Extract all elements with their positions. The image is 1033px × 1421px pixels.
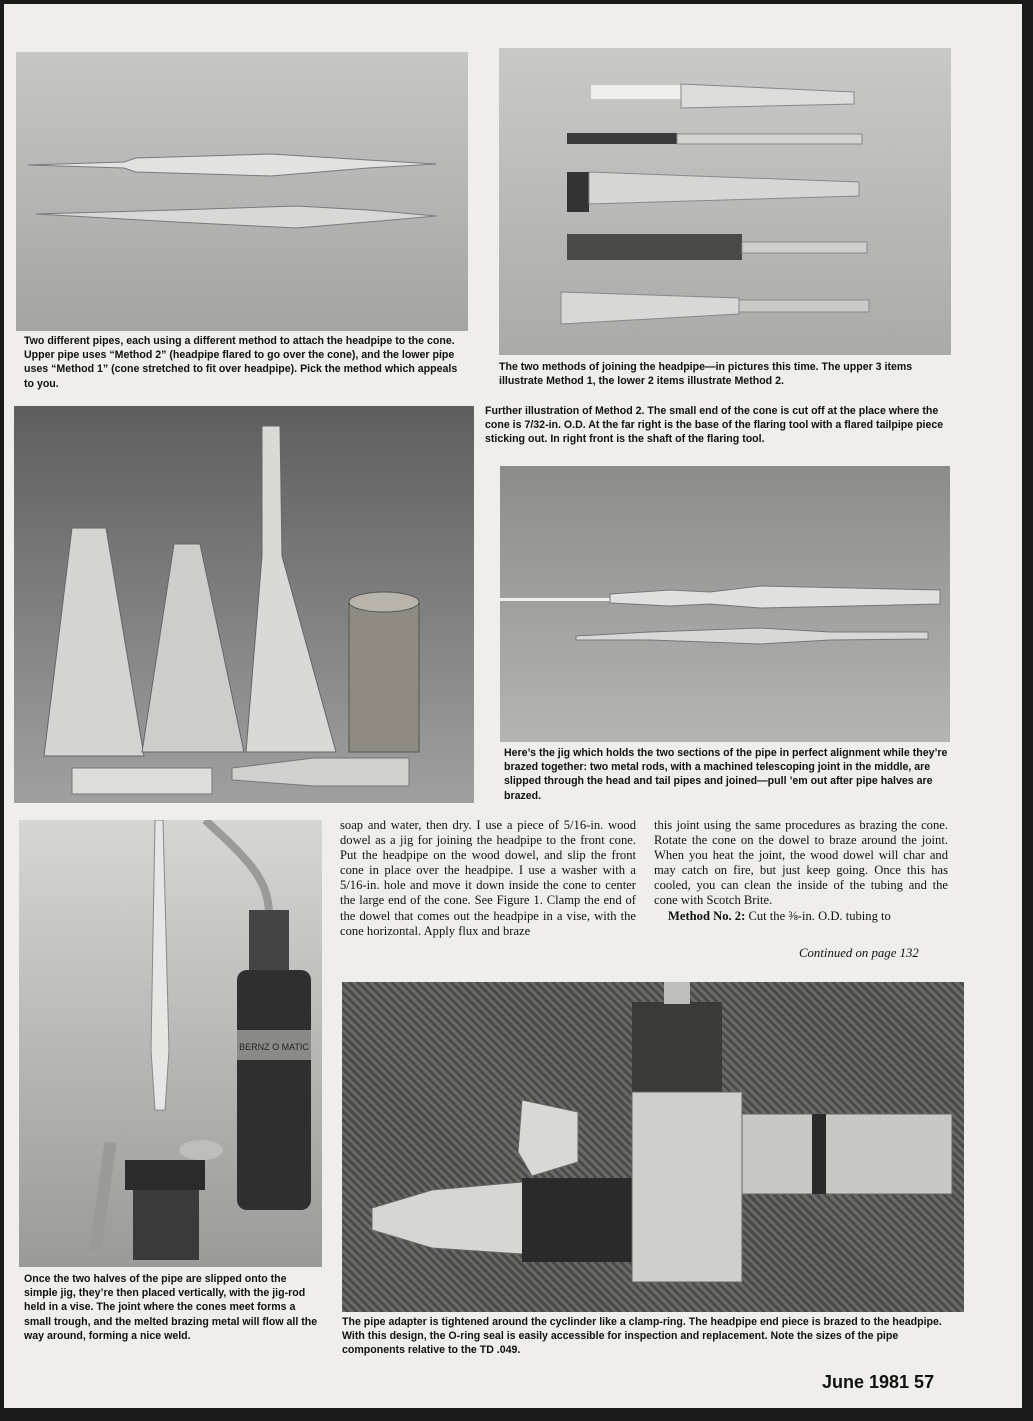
- photo-vise-torch: [19, 820, 322, 1267]
- caption-jig: Here’s the jig which holds the two sections of the pipe in perfect alignment while they’re brazed together: two metal rods, with a machined telescoping joint in the middle, are slipped through the head and tail pipes and joined—pull ’em out after pipe halves are brazed.: [504, 747, 948, 802]
- photo-jig-rods: [500, 466, 950, 742]
- caption-methods: The two methods of joining the headpipe—in pictures this time. The upper 3 items illustrate Method 1, the lower 2 items illustrate Method 2.: [499, 361, 913, 388]
- photo-cones: [14, 406, 474, 803]
- photo-methods: [499, 48, 951, 355]
- article-column-2-text: this joint using the same procedures as brazing the cone. Rotate the cone on the dowel to braze around the joint. When you heat the joint, the wood dowel will char and may catch on fire, but just keep going. Once this has cooled, you can clean the inside of the tubing and the cone with Scotch Brite.: [654, 818, 948, 908]
- photo-engine-adapter: [342, 982, 964, 1312]
- caption-vise: Once the two halves of the pipe are slipped onto the simple jig, they’re then placed vertically, with the jig-rod held in a vise. The joint where the cones meet forms a small trough, and the melted brazing metal will flow all the way around, forming a nice weld.: [24, 1273, 318, 1342]
- magazine-page: [4, 4, 1022, 1408]
- article-column-1: soap and water, then dry. I use a piece of 5/16-in. wood dowel as a jig for joining the headpipe to the front cone. Put the headpipe on the wood dowel, and slip the front cone in place over the headpipe. I use a washer with a 5/16-in. hole and move it down inside the cone to center the large end of the cone. See Figure 1. Clamp the end of the dowel that comes out the headpipe in a vise, with the cone horizontal. Apply flux and braze: [340, 818, 636, 938]
- method-2-lead: Method No. 2:: [668, 908, 746, 923]
- method-2-text: Cut the ⅜-in. O.D. tubing to: [745, 908, 891, 923]
- caption-method2: Further illustration of Method 2. The small end of the cone is cut off at the place where the cone is 7/32-in. O.D. At the far right is the base of the flaring tool with a flared tailpipe piece sticking out. In right front is the shaft of the flaring tool.: [485, 405, 944, 446]
- photo-two-pipes: [16, 52, 468, 331]
- torch-can-label: BERNZ O MATIC: [239, 1042, 309, 1052]
- page-folio: June 1981 57: [822, 1372, 935, 1392]
- article-column-2: [654, 818, 948, 924]
- continued-on-page: Continued on page 132: [799, 946, 919, 960]
- caption-two-pipes: Two different pipes, each using a different method to attach the headpipe to the cone. Upper pipe uses “Method 2” (headpipe flared to go over the cone), and the lower pipe uses “Method 1” (cone stretched to fit over headpipe). Pick the method which appeals to you.: [24, 335, 458, 390]
- caption-adapter: The pipe adapter is tightened around the cyclinder like a clamp-ring. The headpipe end piece is brazed to the headpipe. With this design, the O-ring seal is easily accessible for inspection and replacement. Note the sizes of the pipe components relative to the TD .049.: [342, 1316, 942, 1357]
